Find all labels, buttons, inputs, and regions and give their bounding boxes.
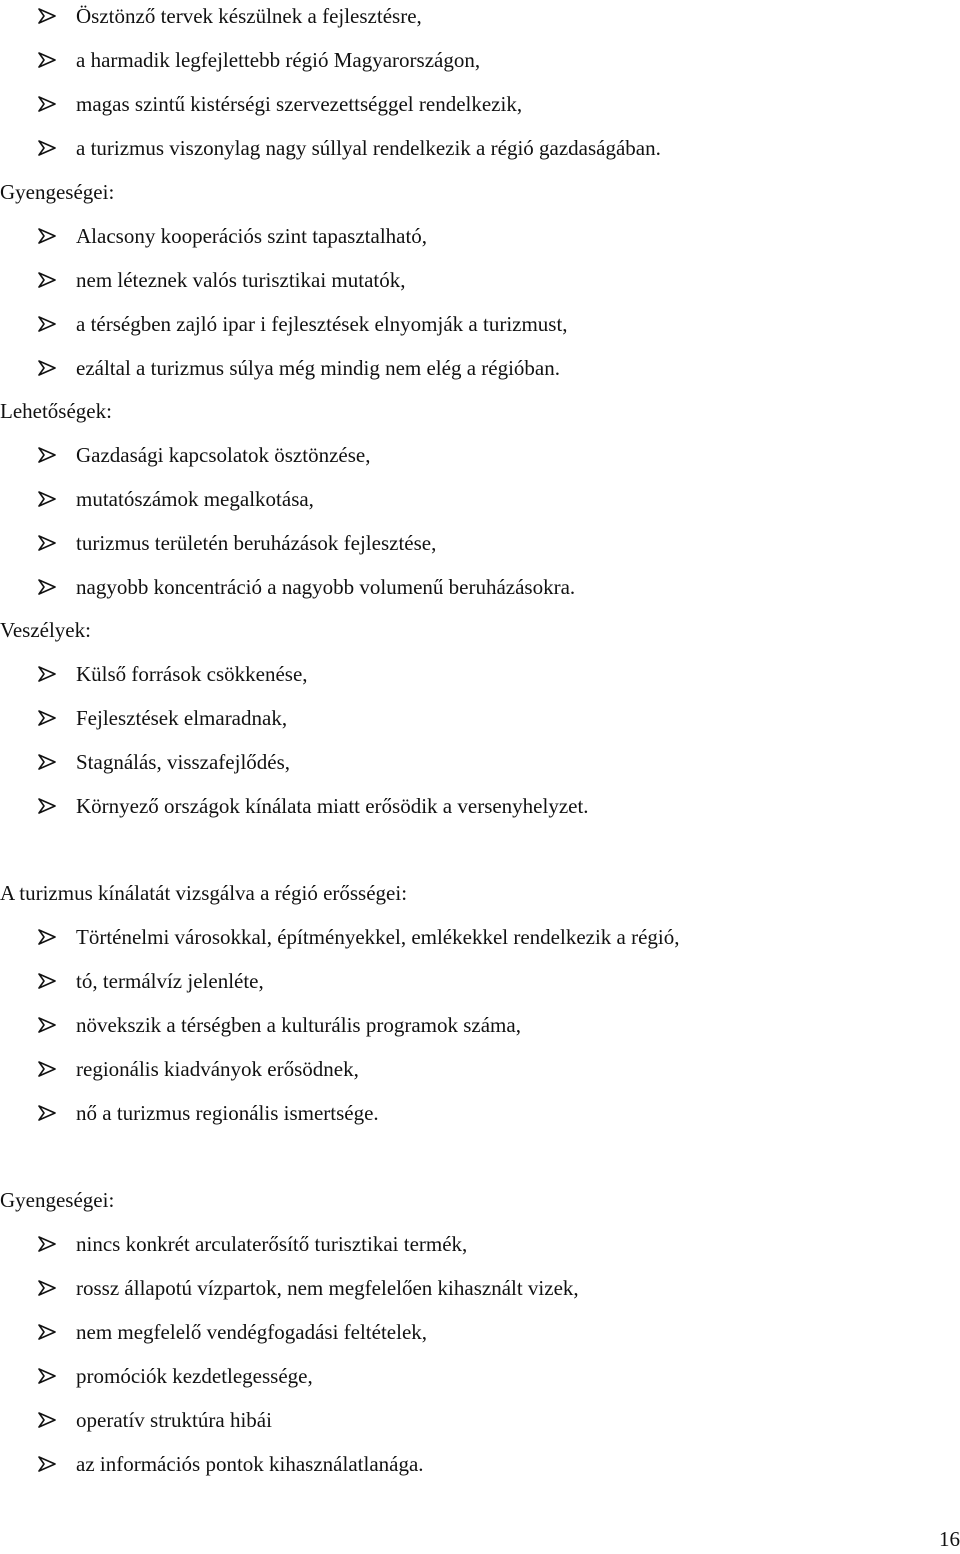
list-item (38, 652, 308, 696)
arrowhead-bullet-icon (38, 1017, 56, 1033)
arrowhead-bullet-icon (38, 1236, 56, 1252)
list-item-text: Fejlesztések elmaradnak, (76, 706, 288, 730)
arrowhead-bullet-icon (38, 1105, 56, 1121)
section-heading (0, 1178, 114, 1222)
arrowhead-bullet-icon (38, 272, 56, 288)
list-item (38, 915, 680, 959)
list-item-text: a térségben zajló ipar i fejlesztések elnyomják a turizmust, (76, 312, 568, 336)
arrowhead-bullet-icon (38, 579, 56, 595)
arrowhead-bullet-icon (38, 535, 56, 551)
list-item (38, 1047, 359, 1091)
list-item (38, 1003, 521, 1047)
arrowhead-bullet-icon (38, 754, 56, 770)
arrowhead-bullet-icon (38, 1324, 56, 1340)
list-item-text: Történelmi városokkal, építményekkel, emlékekkel rendelkezik a régió, (76, 925, 680, 949)
section-heading (0, 608, 91, 652)
list-item-text: rossz állapotú vízpartok, nem megfelelően kihasznált vizek, (76, 1276, 579, 1300)
arrowhead-bullet-icon (38, 973, 56, 989)
arrowhead-bullet-icon (38, 1412, 56, 1428)
arrowhead-bullet-icon (38, 798, 56, 814)
list-item-text: Gazdasági kapcsolatok ösztönzése, (76, 443, 371, 467)
heading-text: A turizmus kínálatát vizsgálva a régió erősségei: (0, 881, 408, 905)
arrowhead-bullet-icon (38, 929, 56, 945)
list-item (38, 0, 422, 38)
list-item-text: növekszik a térségben a kulturális programok száma, (76, 1013, 521, 1037)
list-item-text: promóciók kezdetlegessége, (76, 1364, 313, 1388)
list-item-text: nem megfelelő vendégfogadási feltételek, (76, 1320, 428, 1344)
list-item-text: magas szintű kistérségi szervezettséggel rendelkezik, (76, 92, 523, 116)
arrowhead-bullet-icon (38, 666, 56, 682)
arrowhead-bullet-icon (38, 8, 56, 24)
arrowhead-bullet-icon (38, 1368, 56, 1384)
list-item (38, 477, 314, 521)
list-item (38, 1091, 379, 1135)
list-item (38, 1222, 467, 1266)
list-item-text: operatív struktúra hibái (76, 1408, 272, 1432)
arrowhead-bullet-icon (38, 1456, 56, 1472)
arrowhead-bullet-icon (38, 360, 56, 376)
section-heading (0, 170, 114, 214)
list-item (38, 302, 568, 346)
list-item-text: regionális kiadványok erősödnek, (76, 1057, 359, 1081)
arrowhead-bullet-icon (38, 1061, 56, 1077)
list-item (38, 258, 406, 302)
heading-text: Gyengeségei: (0, 1188, 115, 1212)
list-item (38, 1442, 424, 1486)
page-number: 16 (939, 1527, 960, 1551)
list-item-text: a harmadik legfejlettebb régió Magyarországon, (76, 48, 481, 72)
list-item (38, 214, 427, 258)
list-item (38, 1310, 427, 1354)
arrowhead-bullet-icon (38, 52, 56, 68)
list-item (38, 38, 480, 82)
list-item (38, 959, 264, 1003)
list-item-text: tó, termálvíz jelenléte, (76, 969, 264, 993)
list-item (38, 346, 560, 390)
arrowhead-bullet-icon (38, 96, 56, 112)
list-item-text: Stagnálás, visszafejlődés, (76, 750, 291, 774)
arrowhead-bullet-icon (38, 316, 56, 332)
list-item-text: nincs konkrét arculaterősítő turisztikai termék, (76, 1232, 468, 1256)
heading-text: Gyengeségei: (0, 180, 115, 204)
list-item-text: turizmus területén beruházások fejlesztése, (76, 531, 437, 555)
section-heading (0, 389, 112, 433)
heading-text: Veszélyek: (0, 618, 91, 642)
list-item-text: a turizmus viszonylag nagy súllyal rendelkezik a régió gazdaságában. (76, 136, 661, 160)
arrowhead-bullet-icon (38, 710, 56, 726)
list-item (38, 1354, 313, 1398)
list-item-text: nem léteznek valós turisztikai mutatók, (76, 268, 406, 292)
list-item (38, 1398, 272, 1442)
list-item-text: Környező országok kínálata miatt erősödik a versenyhelyzet. (76, 794, 589, 818)
arrowhead-bullet-icon (38, 491, 56, 507)
list-item (38, 126, 661, 170)
arrowhead-bullet-icon (38, 228, 56, 244)
heading-text: Lehetőségek: (0, 399, 112, 423)
list-item-text: Külső források csökkenése, (76, 662, 308, 686)
list-item-text: Alacsony kooperációs szint tapasztalható, (76, 224, 428, 248)
list-item (38, 433, 370, 477)
list-item (38, 565, 575, 609)
list-item-text: nő a turizmus regionális ismertsége. (76, 1101, 379, 1125)
list-item (38, 521, 436, 565)
list-item-text: mutatószámok megalkotása, (76, 487, 314, 511)
arrowhead-bullet-icon (38, 140, 56, 156)
arrowhead-bullet-icon (38, 447, 56, 463)
list-item (38, 1266, 579, 1310)
list-item (38, 82, 522, 126)
list-item-text: az információs pontok kihasználatlanága. (76, 1452, 424, 1476)
list-item (38, 696, 287, 740)
list-item (38, 740, 290, 784)
section-heading (0, 871, 407, 915)
list-item (38, 784, 589, 828)
list-item-text: Ösztönző tervek készülnek a fejlesztésre, (76, 4, 422, 28)
list-item-text: nagyobb koncentráció a nagyobb volumenű beruházásokra. (76, 575, 576, 599)
list-item-text: ezáltal a turizmus súlya még mindig nem elég a régióban. (76, 356, 561, 380)
arrowhead-bullet-icon (38, 1280, 56, 1296)
